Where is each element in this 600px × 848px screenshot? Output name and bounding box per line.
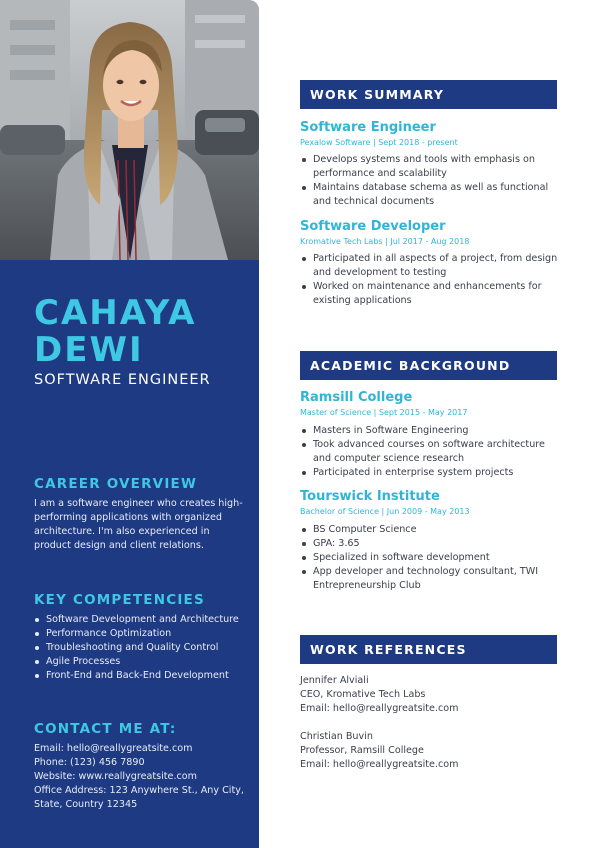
reference-role: CEO, Kromative Tech Labs <box>300 689 426 700</box>
school-title-2: Tourswick Institute <box>300 489 440 504</box>
list-item: Worked on maintenance and enhancements for existing applications <box>300 280 562 308</box>
list-item: BS Computer Science <box>300 523 562 537</box>
last-name: DEWI <box>34 330 144 370</box>
reference-role: Professor, Ramsill College <box>300 745 424 756</box>
competencies-heading: KEY COMPETENCIES <box>34 592 205 608</box>
job-meta-2: Kromative Tech Labs | Jul 2017 - Aug 2018 <box>300 237 470 246</box>
list-item: Troubleshooting and Quality Control <box>34 641 244 655</box>
contact-heading: CONTACT ME AT: <box>34 721 177 737</box>
list-item: Software Development and Architecture <box>34 613 244 627</box>
references-heading: WORK REFERENCES <box>300 635 557 664</box>
contact-block <box>34 742 244 812</box>
list-item: Participated in enterprise system projects <box>300 466 562 480</box>
candidate-name <box>34 295 254 369</box>
list-item: GPA: 3.65 <box>300 537 562 551</box>
list-item: Took advanced courses on software architecture and computer science research <box>300 438 562 466</box>
list-item: Agile Processes <box>34 655 244 669</box>
school-bullets-1 <box>300 424 562 480</box>
job-title-1: Software Engineer <box>300 120 436 135</box>
contact-email[interactable]: Email: hello@reallygreatsite.com <box>34 743 193 754</box>
school-bullets-2 <box>300 523 562 593</box>
first-name: CAHAYA <box>34 293 197 333</box>
academic-heading: ACADEMIC BACKGROUND <box>300 351 557 380</box>
reference-email[interactable]: Email: hello@reallygreatsite.com <box>300 703 459 714</box>
list-item: Participated in all aspects of a project, from design and development to testing <box>300 252 562 280</box>
contact-phone[interactable]: Phone: (123) 456 7890 <box>34 757 145 768</box>
work-summary-heading: WORK SUMMARY <box>300 80 557 109</box>
job-bullets-2 <box>300 252 562 308</box>
profile-photo <box>0 0 259 260</box>
list-item: Specialized in software development <box>300 551 562 565</box>
career-overview-text: I am a software engineer who creates high-performing applications with organized architecture. I'm also experienced in product design and client relations. <box>34 498 243 551</box>
list-item: Develops systems and tools with emphasis on performance and scalability <box>300 153 562 181</box>
competencies-list <box>34 613 244 683</box>
list-item: Performance Optimization <box>34 627 244 641</box>
list-item: Front-End and Back-End Development <box>34 669 244 683</box>
contact-address: Office Address: 123 Anywhere St., Any City, State, Country 12345 <box>34 785 244 810</box>
career-overview-heading: CAREER OVERVIEW <box>34 476 198 492</box>
reference-1 <box>300 674 560 716</box>
reference-email[interactable]: Email: hello@reallygreatsite.com <box>300 759 459 770</box>
list-item: Maintains database schema as well as functional and technical documents <box>300 181 562 209</box>
school-meta-1: Master of Science | Sept 2015 - May 2017 <box>300 408 468 417</box>
job-meta-1: Pexalow Software | Sept 2018 - present <box>300 138 458 147</box>
school-meta-2: Bachelor of Science | Jun 2009 - May 2013 <box>300 507 470 516</box>
reference-2 <box>300 730 560 772</box>
list-item: App developer and technology consultant, TWI Entrepreneurship Club <box>300 565 562 593</box>
contact-website[interactable]: Website: www.reallygreatsite.com <box>34 771 197 782</box>
job-bullets-1 <box>300 153 562 209</box>
job-title-2: Software Developer <box>300 219 446 234</box>
reference-name: Christian Buvin <box>300 731 373 742</box>
list-item: Masters in Software Engineering <box>300 424 562 438</box>
school-title-1: Ramsill College <box>300 390 413 405</box>
reference-name: Jennifer Alviali <box>300 675 369 686</box>
job-title: SOFTWARE ENGINEER <box>34 372 211 388</box>
